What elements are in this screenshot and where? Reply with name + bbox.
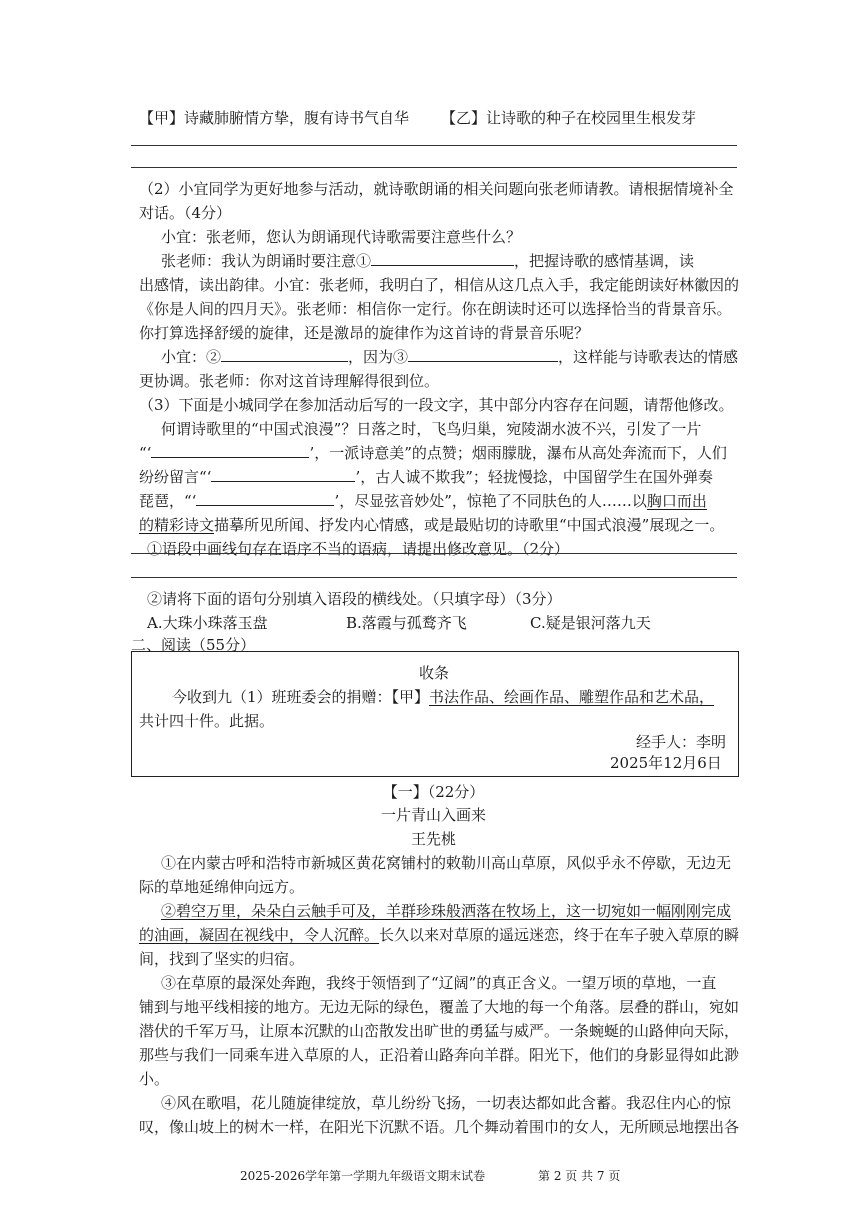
receipt-title: 收条 xyxy=(418,664,449,682)
receipt-date: 2025年12月6日 xyxy=(610,754,722,772)
passage-line xyxy=(139,924,739,945)
answer-blank-1[interactable] xyxy=(371,250,514,266)
footer-page-number: 第 2 页 共 7 页 xyxy=(538,1169,621,1183)
q3-text: “‘ xyxy=(139,444,152,462)
q3-text: 琵琶，“‘ xyxy=(139,492,197,510)
section-title: 二、阅读（55分） xyxy=(131,636,256,654)
passage-line: ③在草原的最深处奔跑，我终于领悟到了“辽阔”的真正含义。一望万顷的草地，一直 xyxy=(161,974,717,992)
answer-blank-3[interactable] xyxy=(408,346,558,362)
passage-line: 小。 xyxy=(139,1070,170,1088)
q3-text: ’，尽显弦音妙处”，惊艳了不同肤色的人……以 xyxy=(334,492,647,510)
option-c: C.疑是银河落九天 xyxy=(530,614,651,632)
option-a: A.大珠小珠落玉盘 xyxy=(147,614,268,632)
receipt-handler: 经手人：李明 xyxy=(636,733,727,751)
q3-text: ’，古人诚不欺我”；轻拢慢捻，中国留学生在国外弹奏 xyxy=(355,468,713,486)
passage-line: 铺到与地平线相接的地方。无边无际的绿色，覆盖了大地的每一个角落。层叠的群山，宛如 xyxy=(139,998,740,1016)
underlined-sentence: 的精彩诗文 xyxy=(139,516,215,534)
q3-paragraph-line: 何谓诗歌里的“中国式浪漫”？日落之时，飞鸟归巢，宛陵湖水波不兴，引发了一片 xyxy=(161,420,702,438)
option-b: B.落霞与孤鹜齐飞 xyxy=(346,614,467,632)
underlined-sentence: 胸口而出 xyxy=(646,492,707,510)
q3-paragraph-line xyxy=(139,490,707,511)
passage-line: ①在内蒙古呼和浩特市新城区黄花窝铺村的敕勒川高山草原，风似乎永不停歇，无边无 xyxy=(161,854,732,872)
q2-line xyxy=(161,250,694,271)
q3-paragraph-line xyxy=(139,442,727,463)
q3-paragraph-line xyxy=(139,466,713,487)
q2-line: 你打算选择舒缓的旋律，还是激昂的旋律作为这首诗的背景音乐呢？ xyxy=(139,324,590,342)
q3-paragraph-line xyxy=(139,514,724,535)
passage-text: 长久以来对草原的遥远迷恋，终于在车子驶入草原的瞬 xyxy=(379,926,740,944)
underlined-sentence: ②碧空万里，朵朵白云触手可及，羊群珍珠般洒落在牧场上，这一切宛如一幅刚刚完成 xyxy=(161,902,732,920)
answer-blank-a[interactable] xyxy=(151,442,309,458)
q3-sub2: ②请将下面的语句分别填入语段的横线处。（只填字母）（3分） xyxy=(147,590,562,608)
footer-exam-title: 2025-2026学年第一学期九年级语文期末试卷 xyxy=(240,1169,486,1183)
receipt-body-line xyxy=(172,686,714,707)
passage-line xyxy=(161,900,731,921)
passage-title: 一片青山入画来 xyxy=(380,806,486,824)
q3-title: （3）下面是小城同学在参加活动后写的一段文字，其中部分内容存在问题，请帮他修改。 xyxy=(139,396,734,414)
q2-title-cont: 对话。（4分） xyxy=(139,204,232,222)
q2-text: 小宜：② xyxy=(161,348,222,366)
q3-text: ’，一派诗意美”的点赞；烟雨朦胧，瀑布从高处奔流而下，人们 xyxy=(309,444,727,462)
q2-text: 张老师：我认为朗诵时要注意① xyxy=(161,252,372,270)
receipt-text: 今收到九（1）班班委会的捐赠：【甲】 xyxy=(172,688,430,706)
receipt-body-line: 共计四十件。此据。 xyxy=(139,712,275,730)
answer-line[interactable] xyxy=(131,145,737,146)
passage-line: 际的草地延绵伸向远方。 xyxy=(139,878,305,896)
passage-author: 王先桃 xyxy=(410,830,456,848)
q2-line: 出感情，读出韵律。小宜：张老师，我明白了，相信从这几点入手，我定能朗读好林徽因的 xyxy=(139,276,740,294)
q2-line: 更协调。张老师：你对这首诗理解得很到位。 xyxy=(139,372,440,390)
answer-blank-c[interactable] xyxy=(196,490,334,506)
q2-text: ，因为③ xyxy=(348,348,409,366)
q2-line: 小宜：张老师，您认为朗诵现代诗歌需要注意些什么？ xyxy=(161,228,522,246)
underlined-sentence: 的油画，凝固在视线中，令人沉醉。 xyxy=(139,926,380,944)
q2-text: ，这样能与诗歌表达的情感 xyxy=(558,348,739,366)
answer-line[interactable] xyxy=(131,167,737,168)
q2-title: （2）小宜同学为更好地参与活动，就诗歌朗诵的相关问题向张老师请教。请根据情境补全 xyxy=(139,180,734,198)
q2-line: 《你是人间的四月天》。张老师：相信你一定行。你在朗读时还可以选择恰当的背景音乐。 xyxy=(139,300,732,318)
q3-sub1: ①语段中画线句存在语序不当的语病，请提出修改意见。（2分） xyxy=(147,540,570,558)
answer-line[interactable] xyxy=(131,577,737,578)
answer-blank-2[interactable] xyxy=(221,346,348,362)
choice-jia: 【甲】诗藏肺腑情方挚，腹有诗书气自华 xyxy=(139,109,410,127)
choice-yi: 【乙】让诗歌的种子在校园里生根发芽 xyxy=(441,109,697,127)
q3-text: 纷纷留言“‘ xyxy=(139,468,212,486)
q3-text: 描摹所见所闻、抒发内心情感，或是最贴切的诗歌里“中国式浪漫”展现之一。 xyxy=(214,516,725,534)
passage-section: 【一】（22分） xyxy=(382,783,485,801)
answer-blank-b[interactable] xyxy=(211,466,355,482)
passage-line: ④风在歌唱，花儿随旋律绽放，草儿纷纷飞扬，一切表达都如此含蓄。我忍住内心的惊 xyxy=(161,1094,732,1112)
answer-line[interactable] xyxy=(131,553,737,554)
receipt-underlined: 书法作品、绘画作品、雕塑作品和艺术品， xyxy=(429,688,715,706)
passage-line: 那些与我们一同乘车进入草原的人，正沿着山路奔向羊群。阳光下，他们的身影显得如此渺 xyxy=(139,1046,740,1064)
passage-line: 间，找到了坚实的归宿。 xyxy=(139,950,305,968)
q2-text: ，把握诗歌的感情基调，读 xyxy=(514,252,695,270)
passage-line: 叹，像山坡上的树木一样，在阳光下沉默不语。几个舞动着围巾的女人，无所顾忌地摆出各 xyxy=(139,1118,740,1136)
q2-line xyxy=(161,346,738,367)
passage-line: 潜伏的千军万马，让原本沉默的山峦散发出旷世的勇猛与威严。一条蜿蜒的山路伸向天际， xyxy=(139,1022,740,1040)
